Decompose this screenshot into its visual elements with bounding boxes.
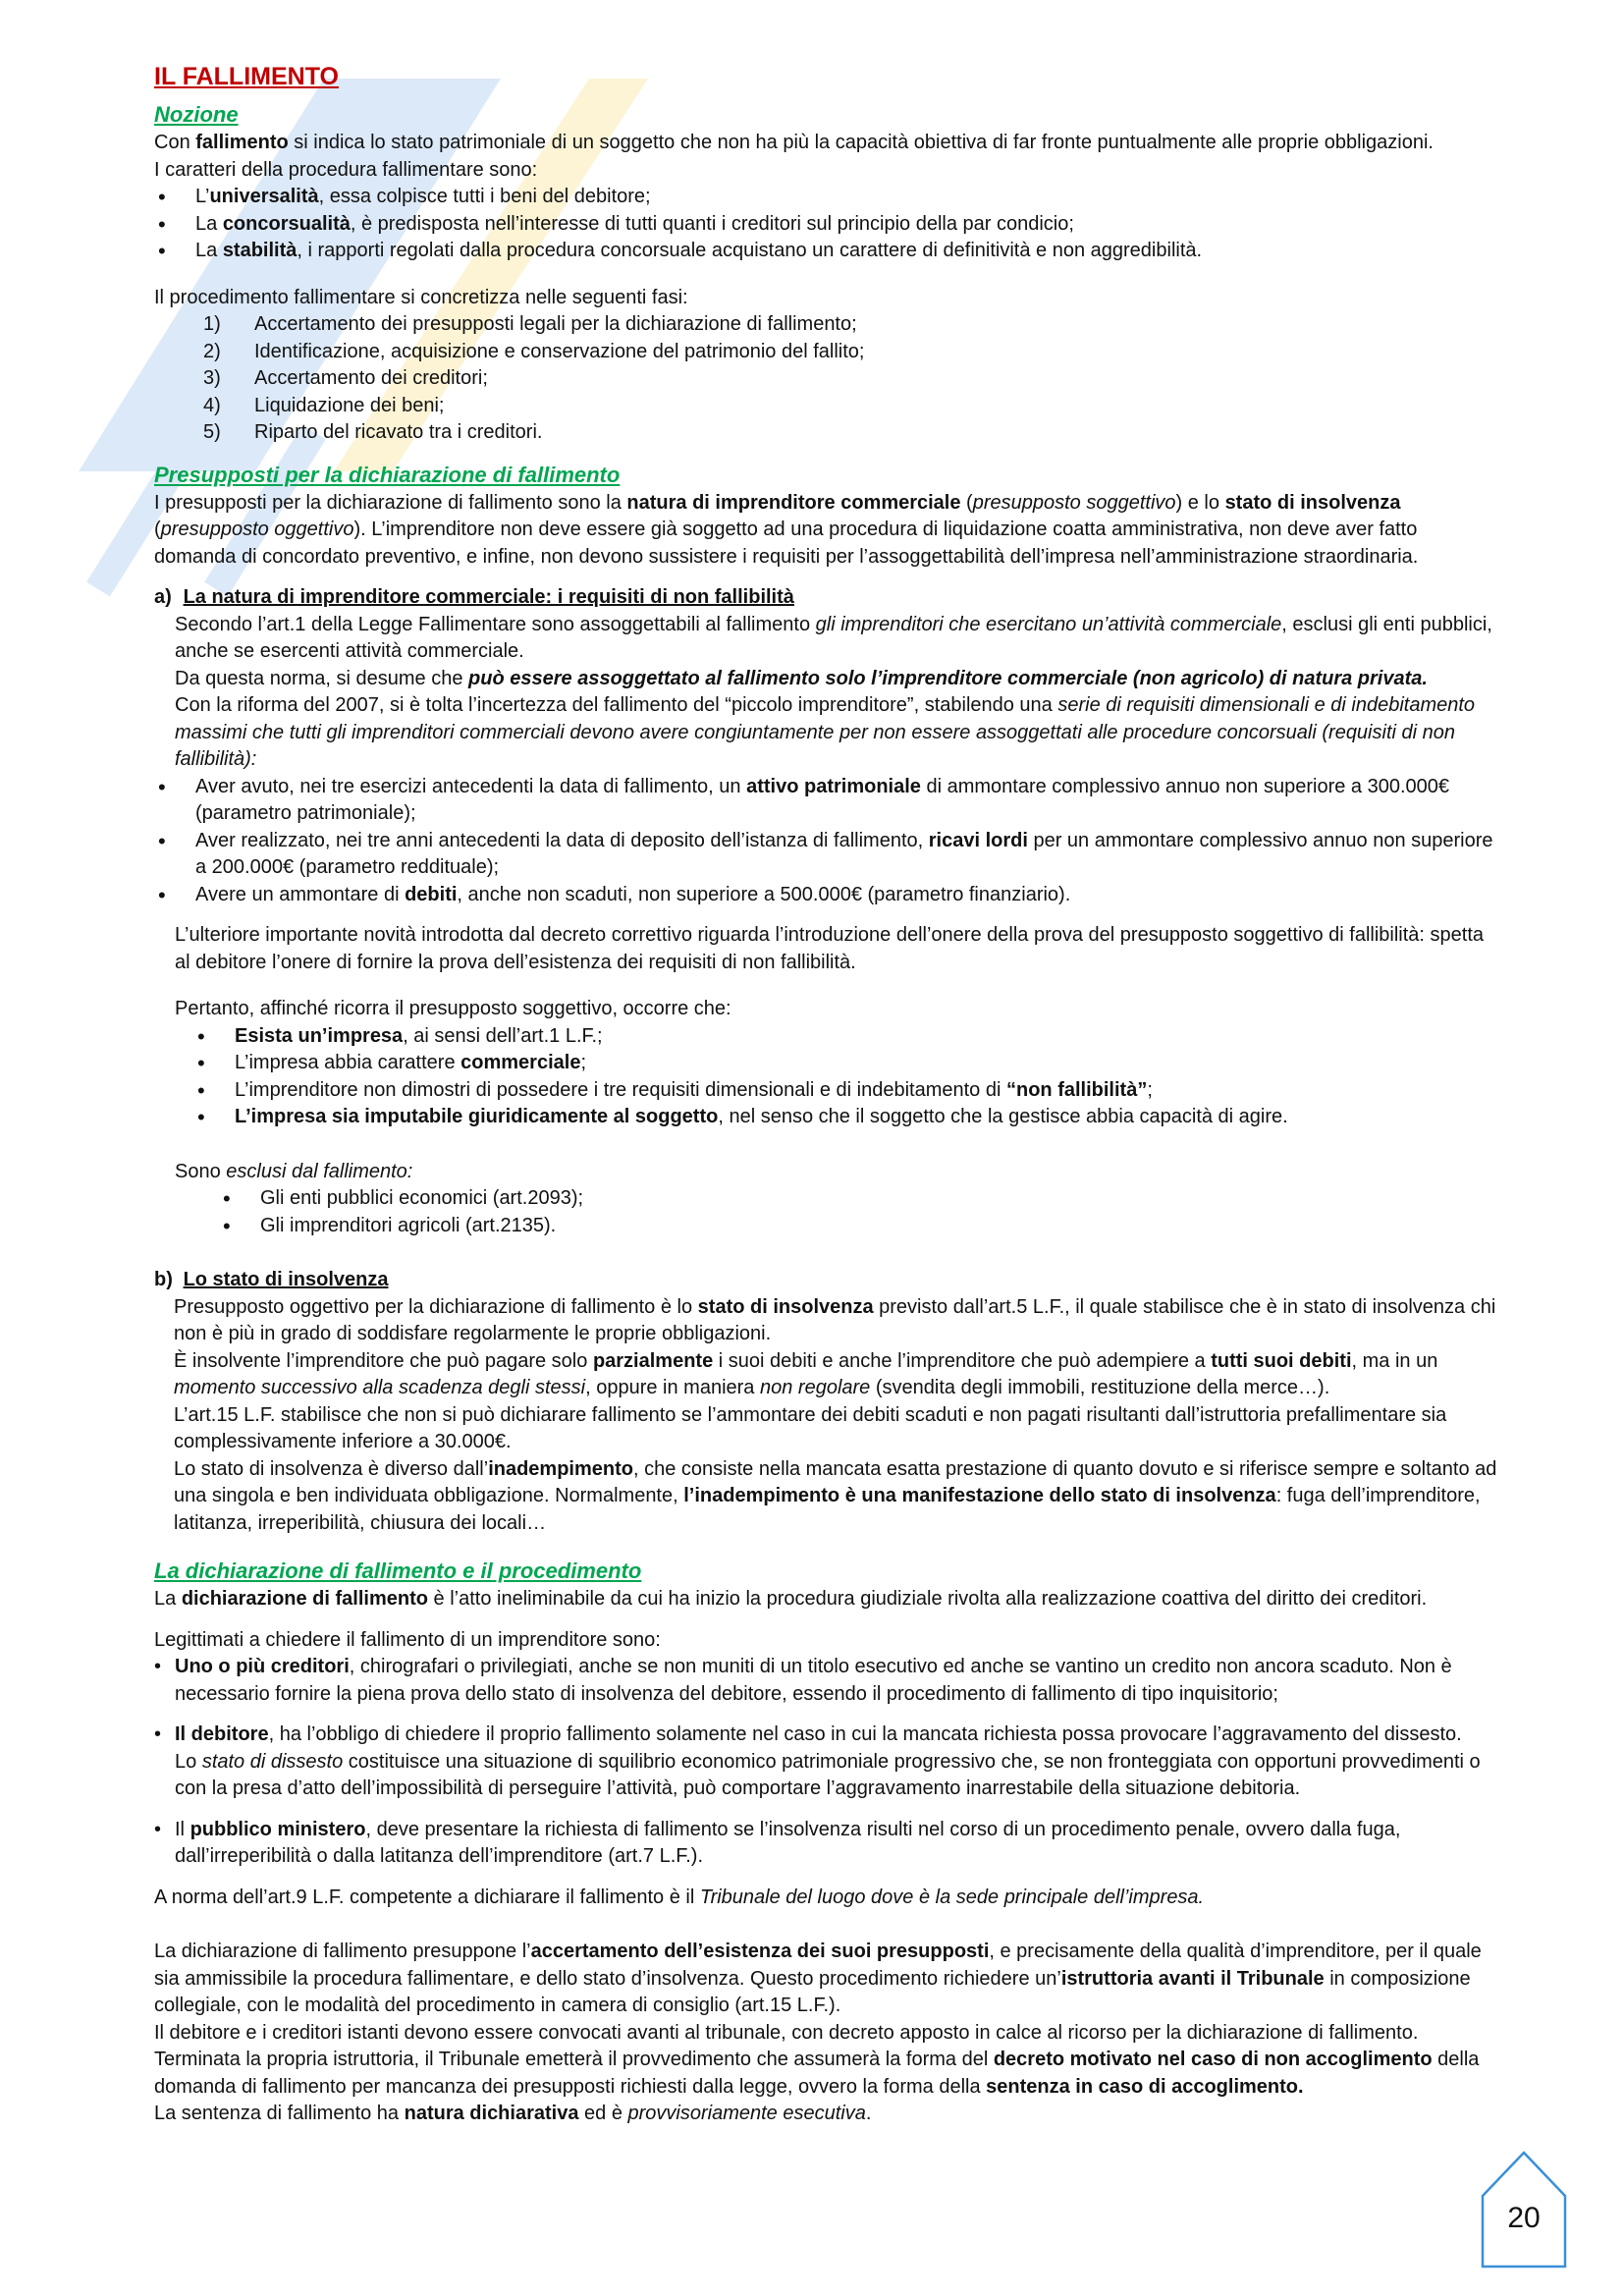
list-item: • L’imprenditore non dimostri di possedere i tre requisiti dimensionali e di indebitamento di “non fallibilità”;	[193, 1077, 1504, 1105]
paragraph: È insolvente l’imprenditore che può pagare solo parzialmente i suoi debiti e anche l’imprenditore che può adempiere a tutti suoi debiti, ma in un momento successivo alla scadenza degli stessi, oppure in maniera non regolare (svendita degli immobili, restituzione della merce…).	[174, 1349, 1438, 1398]
list-item: • Esista un’impresa, ai sensi dell’art.1 L.F.;	[193, 1023, 1504, 1051]
list-item	[154, 1722, 1504, 1803]
paragraph: Con fallimento si indica lo stato patrimoniale di un soggetto che non ha più la capacità obiettiva di far fronte puntualmente alle proprie obbligazioni.	[154, 132, 1434, 153]
subsection-heading-a	[154, 584, 1504, 612]
paragraph: I presupposti per la dichiarazione di fallimento sono la natura di imprenditore commerciale (presupposto soggettivo) e lo stato di insolvenza (presupposto oggettivo). L’imprenditore non deve essere già soggetto ad una procedura di liquidazione coatta amministrativa, non deve aver fatto domanda di concordato preventivo, e infine, non devono sussistere i requisiti per l’assoggettabilità dell’impresa nell’amministrazione straordinaria.	[154, 491, 1419, 568]
list-item-text: Accertamento dei creditori;	[254, 367, 488, 389]
list-number: 3)	[203, 367, 221, 389]
document-title: IL FALLIMENTO	[154, 63, 339, 90]
list-item: • L’universalità, essa colpisce tutti i beni del debitore;	[154, 184, 1504, 211]
list-item: • La stabilità, i rapporti regolati dalla procedura concorsuale acquistano un carattere di definitività e non aggredibilità.	[154, 238, 1504, 265]
subsection-body-a-excl	[154, 1159, 1504, 1186]
list-number: 2)	[203, 340, 221, 362]
paragraph: Da questa norma, si desume che può essere assoggettato al fallimento solo l’imprenditore commerciale (non agricolo) di natura privata.	[175, 667, 1428, 689]
list-item: • L’impresa sia imputabile giuridicamente al soggetto, nel senso che il soggetto che la gestisce abbia capacità di agire.	[193, 1104, 1504, 1131]
bullet-list-condizioni	[154, 1023, 1504, 1131]
list-number: 5)	[203, 421, 221, 443]
list-item: • Avere un ammontare di debiti, anche non scaduti, non superiore a 500.000€ (parametro finanziario).	[154, 882, 1504, 909]
list-item: • La concorsualità, è predisposta nell’interesse di tutti quanti i creditori sul principio della par condicio;	[154, 211, 1504, 239]
list-item: • Gli enti pubblici economici (art.2093);	[219, 1185, 1504, 1213]
paragraph: Terminata la propria istruttoria, il Tribunale emetterà il provvedimento che assumerà la forma del decreto motivato nel caso di non accoglimento della domanda di fallimento per mancanza dei presupposti richiesti dalla legge, ovvero la forma della sentenza in caso di accoglimento.	[154, 2049, 1480, 2098]
page-number: 20	[1507, 2202, 1541, 2234]
list-item	[203, 365, 1504, 393]
list-item	[203, 339, 1504, 366]
bullet-list-legittimati	[154, 1654, 1504, 1708]
paragraph: La dichiarazione di fallimento presuppone l’accertamento dell’esistenza dei suoi presupposti, e precisamente della qualità d’imprenditore, per il quale sia ammissibile la procedura fallimentare, e dello stato d’insolvenza. Questo procedimento richiedere un’istruttoria avanti il Tribunale in composizione collegiale, con le modalità del procedimento in camera di consiglio (art.15 L.F.).	[154, 1941, 1482, 2016]
subsection-body-b	[154, 1294, 1504, 1538]
list-item-text: Il debitore, ha l’obbligo di chiedere il proprio fallimento solamente nel caso in cui la mancata richiesta possa provocare l’aggravamento del dissesto.	[175, 1723, 1462, 1745]
bullet-list-caratteri	[154, 184, 1504, 265]
paragraph: La dichiarazione di fallimento è l’atto ineliminabile da cui ha inizio la procedura giudiziale rivolta alla realizzazione coattiva del diritto dei creditori.	[154, 1588, 1428, 1610]
list-item: • Aver avuto, nei tre esercizi antecedenti la data di fallimento, un attivo patrimoniale di ammontare complessivo annuo non superiore a 300.000€ (parametro patrimoniale);	[154, 774, 1504, 828]
subsection-heading-b	[154, 1267, 1504, 1294]
paragraph: Con la riforma del 2007, si è tolta l’incertezza del fallimento del “piccolo imprenditore”, stabilendo una serie di requisiti dimensionali e di indebitamento massimi che tutti gli imprenditori commerciali devono avere congiuntamente per non essere assoggettati alle procedure concorsuali (requisiti di non fallibilità):	[175, 694, 1476, 770]
paragraph: Sono esclusi dal fallimento:	[175, 1160, 413, 1182]
section-heading-dichiarazione: La dichiarazione di fallimento e il procedimento	[154, 1558, 642, 1583]
paragraph: Il debitore e i creditori istanti devono essere convocati avanti al tribunale, con decreto apposto in calce al ricorso per la dichiarazione di fallimento.	[154, 2021, 1419, 2044]
paragraph: Secondo l’art.1 della Legge Fallimentare sono assoggettabili al fallimento gli imprenditori che esercitano un’attività commerciale, esclusi gli enti pubblici, anche se esercenti attività commerciale.	[175, 613, 1492, 662]
bullet-list-requisiti	[154, 774, 1504, 909]
list-item: • Gli imprenditori agricoli (art.2135).	[219, 1213, 1504, 1240]
numbered-list-fasi	[154, 311, 1504, 447]
bullet-list-legittimati	[154, 1722, 1504, 1803]
list-item-text: Liquidazione dei beni;	[254, 394, 445, 416]
list-item	[203, 419, 1504, 447]
list-item: • Il pubblico ministero, deve presentare la richiesta di fallimento se l’insolvenza risulti nel corso di un procedimento penale, ovvero dalla fuga, dall’irreperibilità o dalla latitanza dell’imprenditore (art.7 L.F.).	[154, 1817, 1504, 1871]
subsection-body-a	[154, 612, 1504, 774]
paragraph: Legittimati a chiedere il fallimento di un imprenditore sono:	[154, 1628, 661, 1651]
paragraph: I caratteri della procedura fallimentare sono:	[154, 158, 538, 181]
paragraph: Presupposto oggettivo per la dichiarazione di fallimento è lo stato di insolvenza previsto dall’art.5 L.F., il quale stabilisce che è in stato di insolvenza chi non è più in grado di soddisfare regolarmente le proprie obbligazioni.	[174, 1295, 1496, 1344]
subsection-body-a-cont	[154, 922, 1504, 1023]
subsection-title: Lo stato di insolvenza	[183, 1269, 389, 1290]
list-item: • L’impresa abbia carattere commerciale;	[193, 1050, 1504, 1077]
subsection-label: b)	[154, 1269, 173, 1290]
bullet-list-esclusi	[154, 1185, 1504, 1239]
list-item	[203, 393, 1504, 420]
paragraph: A norma dell’art.9 L.F. competente a dichiarare il fallimento è il Tribunale del luogo dove è la sede principale dell’impresa.	[154, 1886, 1205, 1908]
paragraph: La sentenza di fallimento ha natura dichiarativa ed è provvisoriamente esecutiva.	[154, 2103, 872, 2124]
subsection-label: a)	[154, 586, 172, 608]
list-item: • Aver realizzato, nei tre anni antecedenti la data di deposito dell’istanza di fallimento, ricavi lordi per un ammontare complessivo annuo non superiore a 200.000€ (parametro reddituale);	[154, 828, 1504, 882]
paragraph: L’art.15 L.F. stabilisce che non si può dichiarare fallimento se l’ammontare dei debiti scaduti e non pagati risultanti dall’istruttoria prefallimentare sia complessivamente inferiore a 30.000€.	[174, 1403, 1447, 1452]
list-number: 4)	[203, 394, 221, 416]
document-body	[154, 61, 1504, 2128]
list-item: • Uno o più creditori, chirografari o privilegiati, anche se non muniti di un titolo esecutivo ed anche se vantino un credito non ancora scaduto. Non è necessario fornire la piena prova dello stato di insolvenza del debitore, essendo il procedimento di fallimento di tipo inquisitorio;	[154, 1654, 1504, 1708]
list-item-subtext: Lo stato di dissesto costituisce una situazione di squilibrio economico patrimoniale progressivo che, se non fronteggiata con opportuni provvedimenti o con la presa d’atto dell’impossibilità di perseguire l’attività, può comportare l’aggravamento inarrestabile della situazione debitoria.	[175, 1750, 1481, 1799]
list-item-text: Identificazione, acquisizione e conservazione del patrimonio del fallito;	[254, 340, 865, 362]
page-number-marker	[1481, 2151, 1567, 2269]
list-item-text: Riparto del ricavato tra i creditori.	[254, 421, 543, 443]
section-heading-presupposti: Presupposti per la dichiarazione di fallimento	[154, 462, 621, 487]
paragraph: L’ulteriore importante novità introdotta dal decreto correttivo riguarda l’introduzione dell’onere della prova del presupposto soggettivo di fallibilità: spetta al debitore l’onere di fornire la prova dell’esistenza dei requisiti di non fallibilità.	[175, 924, 1485, 973]
subsection-title: La natura di imprenditore commerciale: i requisiti di non fallibilità	[183, 586, 794, 608]
paragraph: Lo stato di insolvenza è diverso dall’inadempimento, che consiste nella mancata esatta prestazione di quanto dovuto e si riferisce sempre e soltanto ad una singola e ben individuata obbligazione. Normalmente, l’inadempimento è una manifestazione dello stato di insolvenza: fuga dell’imprenditore, latitanza, irreperibilità, chiusura dei locali…	[174, 1457, 1497, 1534]
list-item-text: Accertamento dei presupposti legali per la dichiarazione di fallimento;	[254, 313, 857, 335]
list-item	[203, 311, 1504, 339]
list-number: 1)	[203, 313, 221, 335]
bullet-list-legittimati	[154, 1817, 1504, 1871]
paragraph: Il procedimento fallimentare si concretizza nelle seguenti fasi:	[154, 286, 688, 308]
paragraph: Pertanto, affinché ricorra il presupposto soggettivo, occorre che:	[175, 998, 731, 1019]
section-heading-nozione: Nozione	[154, 102, 239, 127]
